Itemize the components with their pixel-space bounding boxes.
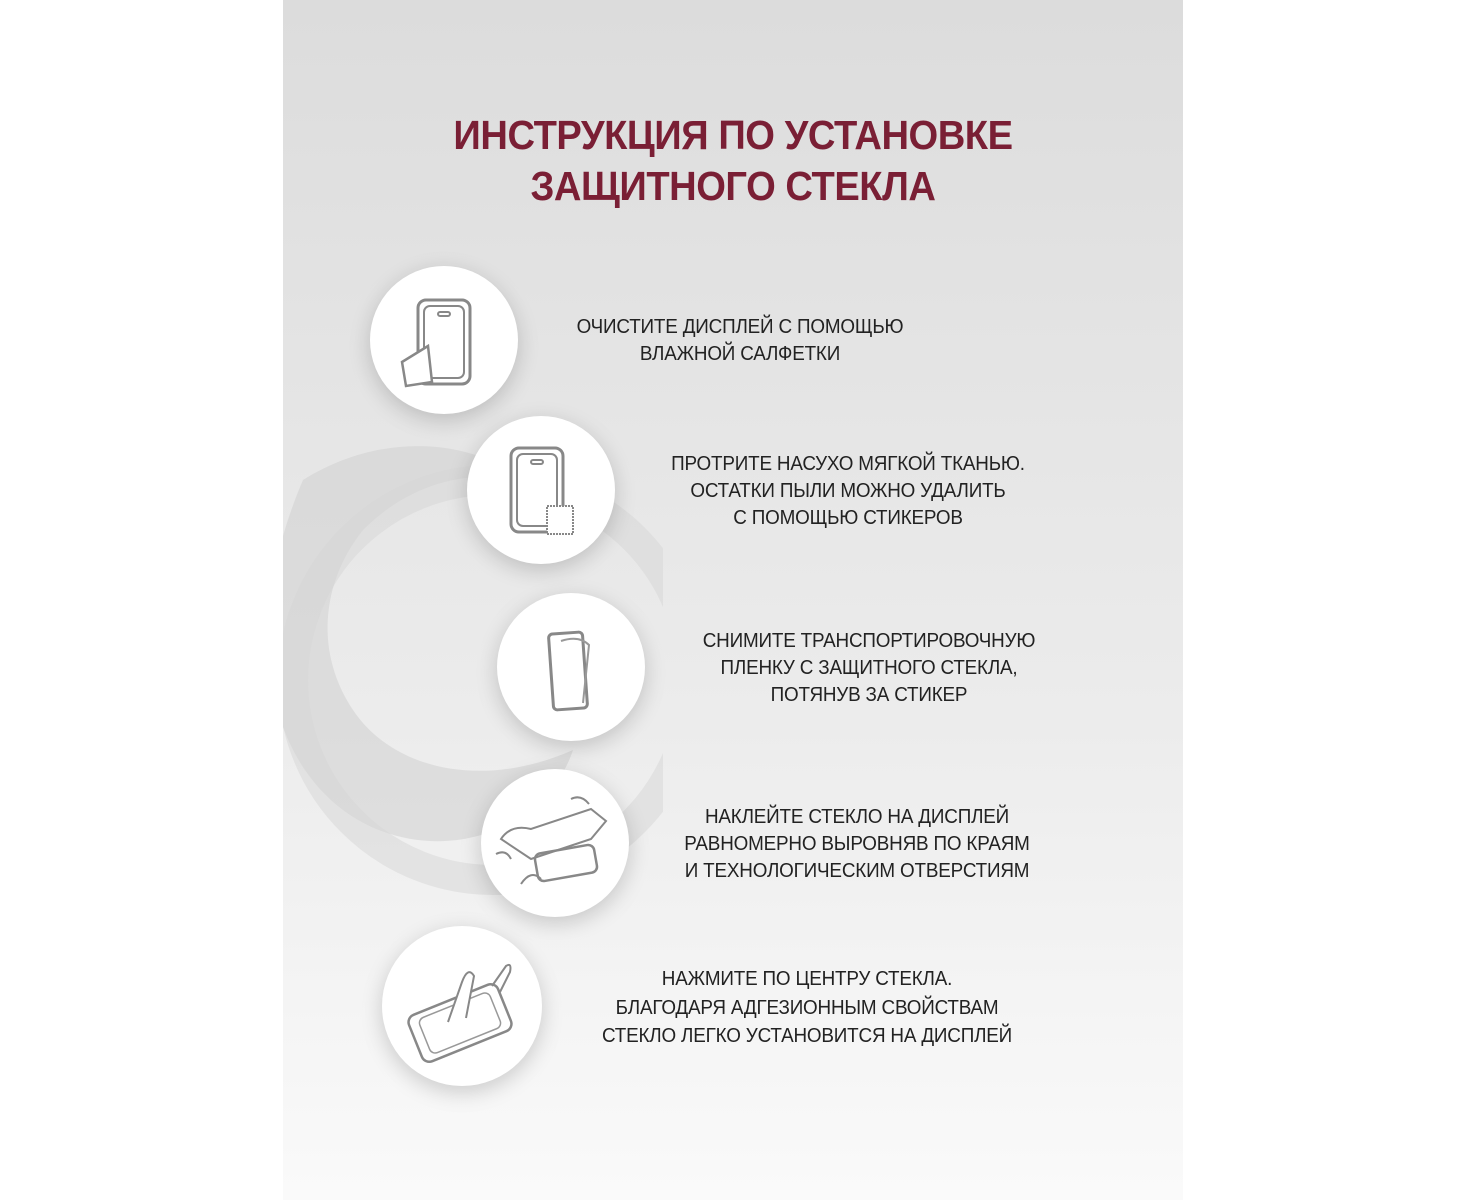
step-2-line: ОСТАТКИ ПЫЛИ МОЖНО УДАЛИТЬ — [690, 479, 1006, 502]
step-4-circle — [481, 769, 629, 917]
phone-cloth-icon — [467, 416, 615, 564]
phone-wipe-icon — [370, 266, 518, 414]
step-3-circle — [497, 593, 645, 741]
step-4-line: И ТЕХНОЛОГИЧЕСКИМ ОТВЕРСТИЯМ — [684, 859, 1030, 882]
step-5-text — [568, 965, 1046, 1051]
step-5-circle — [382, 926, 542, 1086]
step-1-text — [501, 313, 979, 367]
step-1-line: ОЧИСТИТЕ ДИСПЛЕЙ С ПОМОЩЬЮ — [576, 315, 904, 338]
instruction-panel — [283, 0, 1183, 1200]
step-5-line: БЛАГОДАРЯ АДГЕЗИОННЫМ СВОЙСТВАМ — [615, 995, 999, 1019]
step-2-circle — [467, 416, 615, 564]
step-3-line: СНИМИТЕ ТРАНСПОРТИРОВОЧНУЮ — [702, 629, 1036, 652]
step-3-line: ПОТЯНУВ ЗА СТИКЕР — [770, 683, 968, 706]
step-4-text — [618, 803, 1096, 884]
step-3-line: ПЛЕНКУ С ЗАЩИТНОГО СТЕКЛА, — [720, 656, 1018, 679]
step-5-line: СТЕКЛО ЛЕГКО УСТАНОВИТСЯ НА ДИСПЛЕЙ — [601, 1024, 1013, 1047]
title-line-1: ИНСТРУКЦИЯ ПО УСТАНОВКЕ — [453, 112, 1013, 158]
step-2-text — [609, 450, 1087, 531]
apply-glass-hands-icon — [481, 769, 629, 917]
step-2-line: С ПОМОЩЬЮ СТИКЕРОВ — [733, 506, 963, 529]
step-1-circle — [370, 266, 518, 414]
step-4-line: НАКЛЕЙТЕ СТЕКЛО НА ДИСПЛЕЙ — [704, 805, 1010, 828]
step-4-line: РАВНОМЕРНО ВЫРОВНЯВ ПО КРАЯМ — [684, 832, 1030, 855]
title-line-2: ЗАЩИТНОГО СТЕКЛА — [530, 163, 936, 209]
step-3-text — [630, 627, 1108, 708]
step-1-line: ВЛАЖНОЙ САЛФЕТКИ — [639, 342, 841, 365]
press-center-icon — [382, 926, 542, 1086]
step-2-line: ПРОТРИТЕ НАСУХО МЯГКОЙ ТКАНЬЮ. — [671, 452, 1025, 475]
peel-film-icon — [497, 593, 645, 741]
step-5-line: НАЖМИТЕ ПО ЦЕНТРУ СТЕКЛА. — [661, 967, 953, 990]
